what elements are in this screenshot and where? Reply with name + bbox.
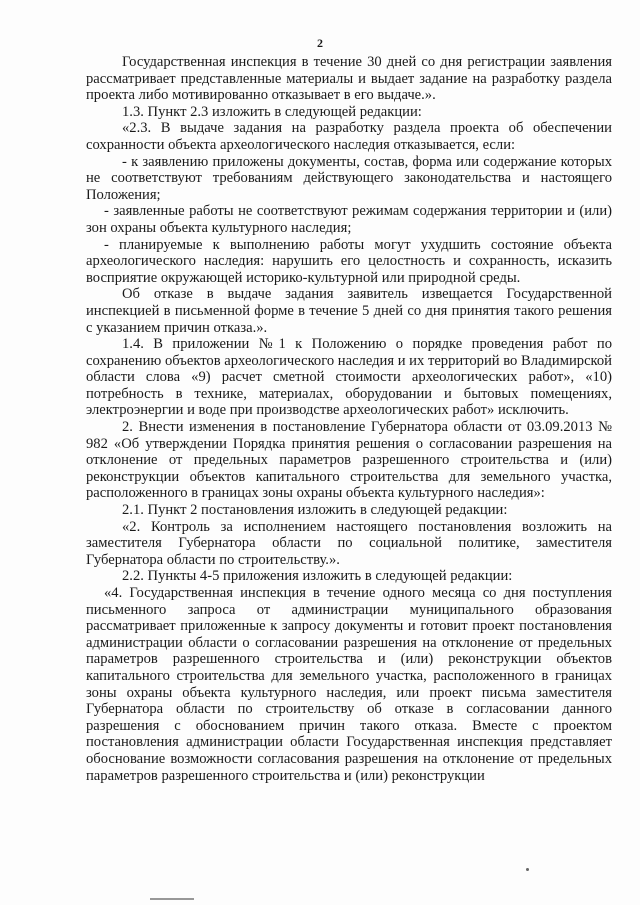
paragraph-item-2: 2. Внести изменения в постановление Губернатора области от 03.09.2013 № 982 «Об утверждении Порядка принятия решения о согласовании разрешения на отклонение от предельных параметров разрешенного строительства и (или) реконструкции объектов капитального строительства для земельного участка, расположенного в границах зоны охраны объекта культурного наследия»: [86, 419, 612, 502]
paragraph-item-1-3: 1.3. Пункт 2.3 изложить в следующей редакции: [122, 103, 422, 120]
scan-artifact-dot [526, 868, 529, 871]
paragraph-item-1-4: 1.4. В приложении №1 к Положению о порядке проведения работ по сохранению объектов археологического наследия и их территорий во Владимирской области слова «9) расчет сметной стоимости археологических работ», «10) потребность в технике, материалах, оборудовании и бытовых помещениях, электроэнергии и воде при производстве археологических работ» исключить. [86, 336, 612, 419]
document-body [86, 54, 612, 784]
paragraph-refusal-reason-regimes: - заявленные работы не соответствуют режимам содержания территории и (или) зон охраны объекта культурного наследия; [86, 203, 612, 236]
paragraph-refusal-reason-documents: - к заявлению приложены документы, состав, форма или содержание которых не соответствуют требованиям действующего законодательства и настоящего Положения; [86, 153, 612, 203]
paragraph-control-clause: «2. Контроль за исполнением настоящего постановления возложить на заместителя Губернатора области по социальной политике, заместителя Губернатора области по строительству.». [86, 518, 612, 568]
scan-artifact-line [150, 898, 194, 900]
paragraph-inspection-deadline: Государственная инспекция в течение 30 дней со дня регистрации заявления рассматривает представленные материалы и выдает задание на разработку раздела проекта либо мотивированно отказывает в его выдаче.». [86, 54, 612, 104]
paragraph-refusal-notice: Об отказе в выдаче задания заявитель извещается Государственной инспекцией в письменной форме в течение 5 дней со дня принятия такого решения с указанием причин отказа.». [86, 286, 612, 336]
paragraph-item-4: «4. Государственная инспекция в течение одного месяца со дня поступления письменного запроса от администрации муниципального образования рассматривает приложенные к запросу документы и готовит проект постановления администрации области о согласовании разрешения на отклонение от предельных параметров разрешенного строительства и (или) реконструкции объектов капитального строительства для земельного участка, расположенного в границах зоны охраны объекта культурного наследия, или проект письма заместителя Губернатора области по строительству об отказе в согласовании данного разрешения с обоснованием причин такого отказа. Вместе с проектом постановления администрации области Государственная инспекция представляет обоснование возможности согласования разрешения на отклонение от предельных параметров разрешенного строительства и (или) реконструкции [86, 585, 612, 784]
paragraph-item-2-2: 2.2. Пункты 4-5 приложения изложить в следующей редакции: [122, 568, 513, 585]
paragraph-refusal-reason-damage: - планируемые к выполнению работы могут ухудшить состояние объекта археологического наследия: нарушить его целостность и сохранность, исказить восприятие окружающей историко-культурной или природной среды. [86, 236, 612, 286]
paragraph-item-2-1: 2.1. Пункт 2 постановления изложить в следующей редакции: [122, 502, 508, 519]
page-number: 2 [317, 36, 323, 50]
paragraph-item-2-3: «2.3. В выдаче задания на разработку раздела проекта об обеспечении сохранности объекта археологического наследия отказывается, если: [86, 120, 612, 153]
